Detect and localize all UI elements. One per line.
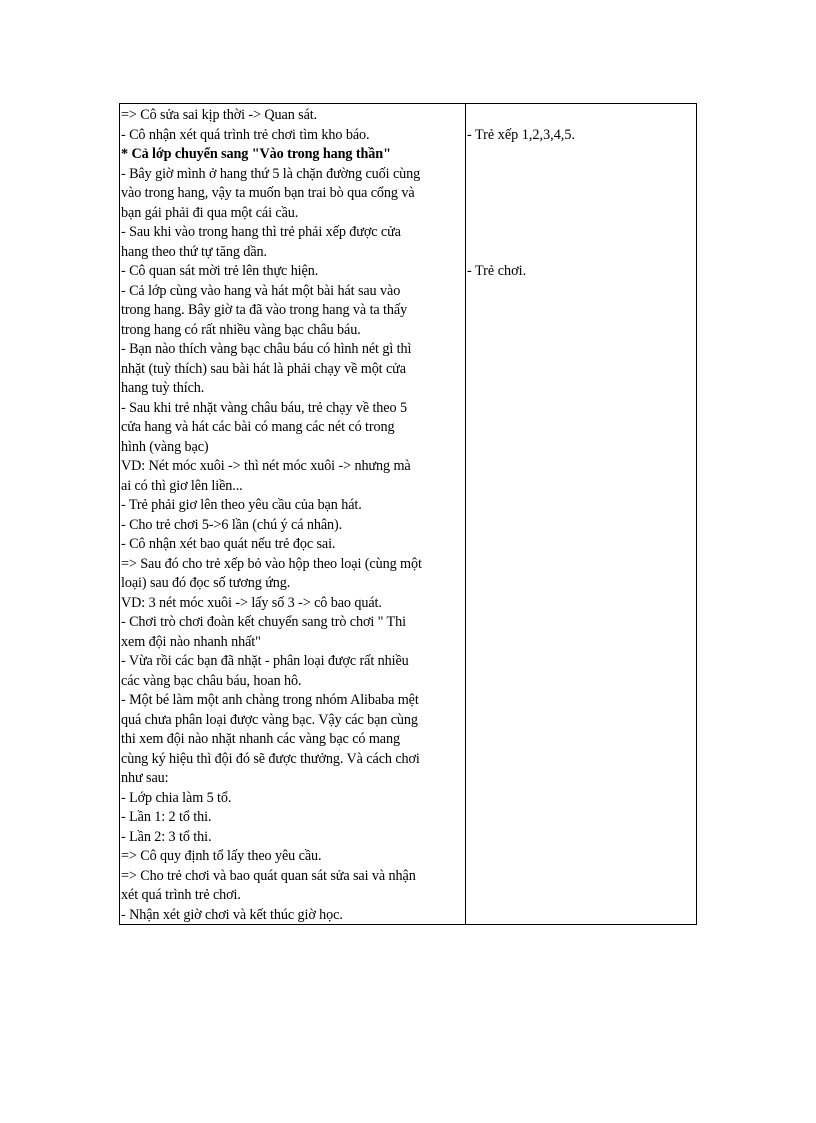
text-line: - Sau khi vào trong hang thì trẻ phải xếp được cửa [121,224,401,240]
text-line: ai có thì giơ lên liền... [121,477,243,494]
child-response-line: - Trẻ chơi. [467,263,527,279]
text-line: - Lần 1: 2 tổ thi. [121,809,212,825]
child-activity-column [466,104,696,924]
text-line: => Cho trẻ chơi và bao quát quan sát sửa sai và nhận [121,867,416,884]
text-line: hang theo thứ tự tăng dần. [121,243,267,260]
text-line: loại) sau đó đọc số tương ứng. [121,575,291,591]
text-line: xét quá trình trẻ chơi. [121,887,241,903]
text-line: nhặt (tuỳ thích) sau bài hát là phải chạy về một cửa [121,360,406,377]
text-line: quá chưa phân loại được vàng bạc. Vậy các bạn cùng [121,711,418,728]
text-line: hình (vàng bạc) [121,438,209,455]
text-line: - Bây giờ mình ở hang thứ 5 là chặn đường cuối cùng [121,165,421,182]
text-line: - Lần 2: 3 tổ thi. [121,828,212,845]
text-line: bạn gái phải đi qua một cái cầu. [121,204,299,221]
text-line: như sau: [121,770,169,786]
text-line: - Vừa rồi các bạn đã nhặt - phân loại được rất nhiều [121,653,409,669]
text-line: cửa hang và hát các bài có mang các nét có trong [121,419,395,435]
text-line: - Bạn nào thích vàng bạc châu báu có hình nét gì thì [121,341,412,357]
text-line: hang tuỳ thích. [121,380,205,396]
text-line: - Nhận xét giờ chơi và kết thúc giờ học. [121,906,343,923]
text-line: - Sau khi trẻ nhặt vàng châu báu, trẻ chạy về theo 5 [121,399,407,416]
text-line: VD: 3 nét móc xuôi -> lấy số 3 -> cô bao quát. [121,594,382,611]
text-line: vào trong hang, vậy ta muốn bạn trai bò qua cổng và [121,185,415,201]
text-line: xem đội nào nhanh nhất" [121,633,261,650]
text-line: - Cả lớp cùng vào hang và hát một bài hát sau vào [121,282,401,299]
activity-table [119,103,697,925]
text-line: trong hang có rất nhiều vàng bạc châu báu. [121,321,361,338]
text-line: - Trẻ phải giơ lên theo yêu cầu của bạn hát. [121,497,362,513]
text-line: - Cho trẻ chơi 5->6 lần (chú ý cá nhân). [121,516,343,533]
text-line: cùng ký hiệu thì đội đó sẽ được thưởng. Và cách chơi [121,750,420,767]
text-line: trong hang. Bây giờ ta đã vào trong hang và ta thấy [121,302,408,318]
text-line: => Sau đó cho trẻ xếp bỏ vào hộp theo loại (cùng một [121,555,422,572]
text-line: - Một bé làm một anh chàng trong nhóm Alibaba mệt [121,692,419,708]
text-line: - Lớp chia làm 5 tổ. [121,789,232,806]
text-line: - Cô nhận xét bao quát nếu trẻ đọc sai. [121,536,336,552]
text-line: VD: Nét móc xuôi -> thì nét móc xuôi -> nhưng mà [121,458,411,474]
text-line: - Chơi trò chơi đoàn kết chuyển sang trò chơi " Thi [121,614,406,630]
text-line: các vàng bạc châu báu, hoan hô. [121,672,302,689]
child-response-line: - Trẻ xếp 1,2,3,4,5. [467,126,575,143]
text-line: => Cô sửa sai kịp thời -> Quan sát. [121,107,318,123]
text-line: - Cô nhận xét quá trình trẻ chơi tìm kho báo. [121,126,370,143]
text-line: - Cô quan sát mời trẻ lên thực hiện. [121,263,319,279]
text-line: thi xem đội nào nhặt nhanh các vàng bạc có mang [121,731,400,747]
text-line: => Cô quy định tổ lấy theo yêu cầu. [121,848,322,864]
teacher-activity-column [120,104,466,924]
section-heading: * Cả lớp chuyển sang "Vào trong hang thần" [121,146,391,162]
